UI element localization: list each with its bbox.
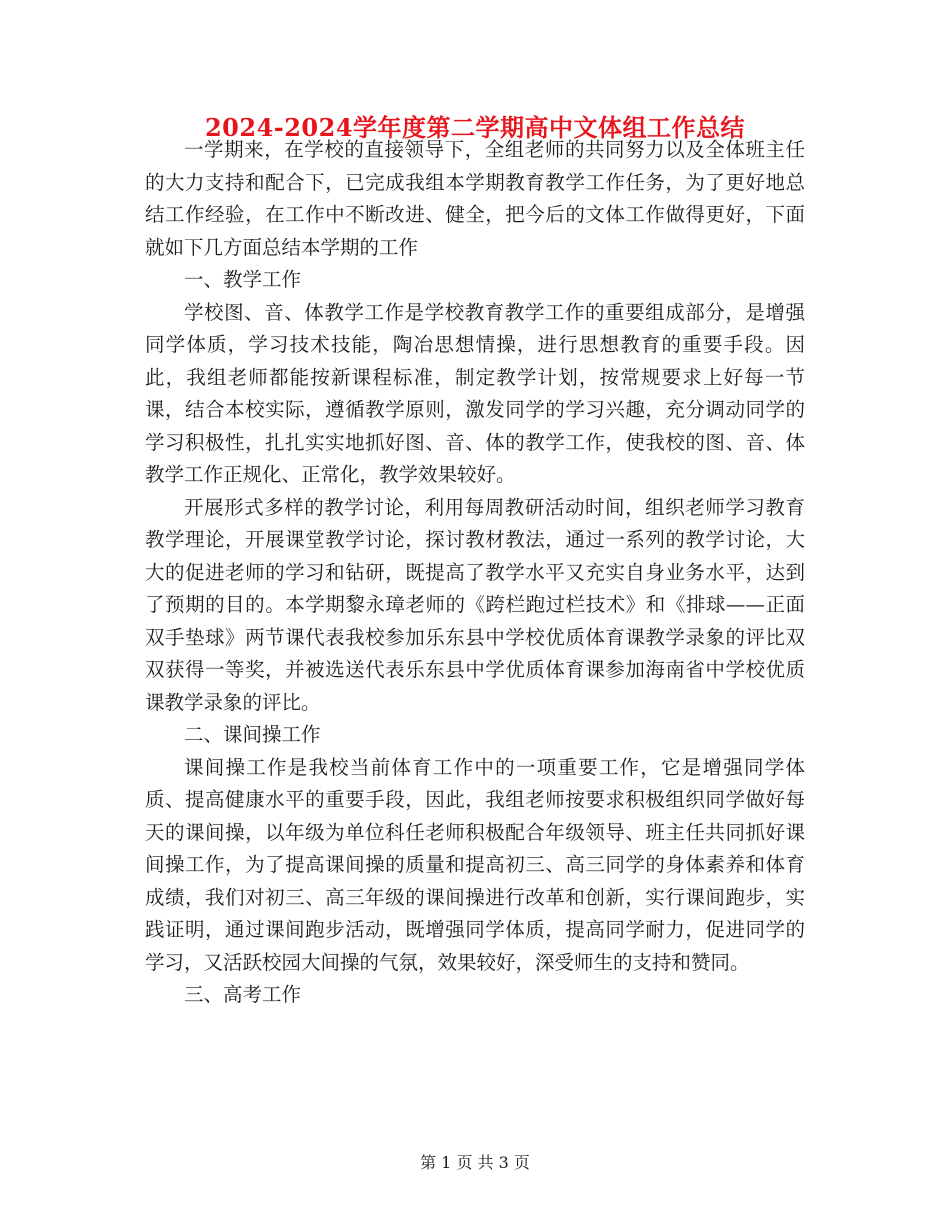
page-footer: 第 1 页 共 3 页 — [420, 1153, 530, 1172]
intro-paragraph: 一学期来，在学校的直接领导下，全组老师的共同努力以及全体班主任的大力支持和配合下，已完成我组本学期教育教学工作任务，为了更好地总结工作经验，在工作中不断改进、健全，把今后的文体工作做得更好，下面就如下几方面总结本学期的工作 — [145, 138, 805, 259]
document-body — [145, 134, 805, 1012]
section-heading-exercise: 二、课间操工作 — [184, 723, 321, 746]
document-title: 2024-2024学年度第二学期高中文体组工作总结 — [204, 113, 746, 142]
teaching-paragraph-2: 开展形式多样的教学讨论，利用每周教研活动时间，组织老师学习教育教学理论，开展课堂教学讨论，探讨教材教法，通过一系列的教学讨论，大大的促进老师的学习和钻研，既提高了教学水平又充实自身业务水平，达到了预期的目的。本学期黎永璋老师的《跨栏跑过栏技术》和《排球——正面双手垫球》两节课代表我校参加乐东县中学校优质体育课教学录象的评比双双获得一等奖，并被选送代表乐东县中学优质体育课参加海南省中学校优质课教学录象的评比。 — [145, 495, 805, 714]
section-heading-teaching: 一、教学工作 — [184, 268, 302, 291]
exercise-paragraph: 课间操工作是我校当前体育工作中的一项重要工作，它是增强同学体质、提高健康水平的重要手段，因此，我组老师按要求积极组织同学做好每天的课间操，以年级为单位科任老师积极配合年级领导、班主任共同抓好课间操工作，为了提高课间操的质量和提高初三、高三同学的身体素养和体育成绩，我们对初三、高三年级的课间操进行改革和创新，实行课间跑步，实践证明，通过课间跑步活动，既增强同学体质，提高同学耐力，促进同学的学习，又活跃校园大间操的气氛，效果较好，深受师生的支持和赞同。 — [145, 755, 805, 974]
section-heading-exam: 三、高考工作 — [184, 983, 302, 1006]
teaching-paragraph-1: 学校图、音、体教学工作是学校教育教学工作的重要组成部分，是增强同学体质，学习技术技能，陶冶思想情操，进行思想教育的重要手段。因此，我组老师都能按新课程标准，制定教学计划，按常规要求上好每一节课，结合本校实际，遵循教学原则，激发同学的学习兴趣，充分调动同学的学习积极性，扎扎实实地抓好图、音、体的教学工作，使我校的图、音、体教学工作正规化、正常化，教学效果较好。 — [145, 300, 805, 486]
